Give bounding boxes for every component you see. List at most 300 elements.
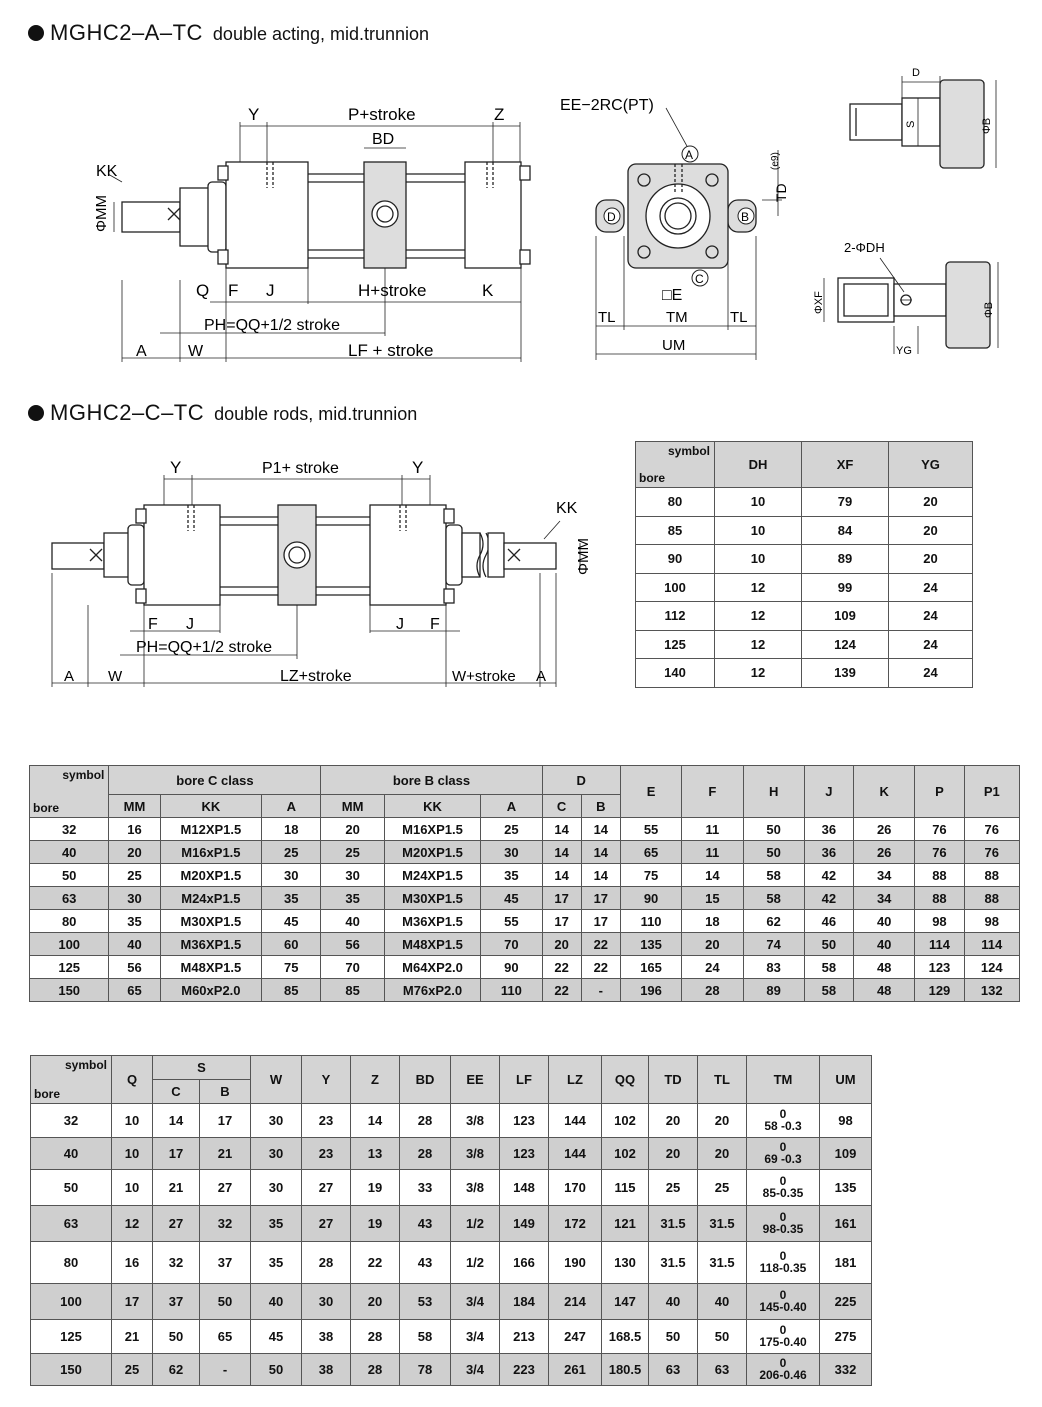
table-cell: 24 [889, 602, 973, 631]
table-cell: 17 [153, 1138, 200, 1170]
table-row [636, 545, 973, 574]
table-row [30, 979, 1020, 1002]
table-cell: 98 [915, 910, 964, 933]
table-cell: 12 [715, 659, 802, 688]
dim-w-label: W [188, 343, 204, 360]
group-header-c-class: bore C class [109, 766, 321, 795]
table-cell: 79 [802, 488, 889, 517]
table-cell: 45 [481, 887, 542, 910]
table-cell: 43 [400, 1206, 451, 1242]
table-cell: 17 [581, 887, 620, 910]
table-cell: 17 [200, 1104, 251, 1138]
table-cell: 36 [804, 818, 853, 841]
dim-td-label: TD [773, 183, 789, 202]
table-cell: 17 [542, 887, 581, 910]
model-desc-c: double rods, mid.trunnion [214, 404, 418, 424]
col-header-q: Q [112, 1056, 153, 1104]
table-cell: 196 [620, 979, 681, 1002]
col-header-p1: P1 [964, 766, 1019, 818]
table-cell: 109 [802, 602, 889, 631]
col-header-e: E [620, 766, 681, 818]
table-cell: 102 [602, 1138, 649, 1170]
tolerance-value [763, 1175, 804, 1199]
table-cell: 18 [262, 818, 321, 841]
cylinder-side-view [556, 90, 806, 365]
dim-p1-label: P1+ stroke [262, 460, 339, 477]
table-cell: 25 [698, 1170, 747, 1206]
table-cell: 48 [854, 956, 915, 979]
table-cell: 168.5 [602, 1320, 649, 1354]
table-cell: 130 [602, 1242, 649, 1284]
table-cell: 32 [30, 818, 109, 841]
dim-y-right-label: Y [412, 458, 424, 477]
table-cell: 35 [481, 864, 542, 887]
tolerance-value [764, 1141, 801, 1165]
table-cell: 24 [889, 573, 973, 602]
table-cell: 22 [542, 979, 581, 1002]
table-cell: 85 [321, 979, 384, 1002]
table-cell: 20 [542, 933, 581, 956]
table-cell: 63 [649, 1354, 698, 1386]
model-desc-a: double acting, mid.trunnion [212, 24, 430, 44]
tolerance-upper: 0 [779, 1249, 787, 1263]
table-corner [636, 442, 715, 488]
table-cell: 76 [915, 818, 964, 841]
table-cell: 10 [715, 545, 802, 574]
table-cell: 3/8 [451, 1104, 500, 1138]
table-row [30, 933, 1020, 956]
table-row [31, 1242, 872, 1284]
table-cell: 10 [112, 1104, 153, 1138]
table-cell: 21 [200, 1138, 251, 1170]
sub-header-b: B [200, 1080, 251, 1104]
table-cell: 166 [500, 1242, 549, 1284]
table-cell: 50 [251, 1354, 302, 1386]
sub-header-c: C [153, 1080, 200, 1104]
table-cell: 89 [802, 545, 889, 574]
tolerance-cell [747, 1284, 820, 1320]
table-cell: 60 [262, 933, 321, 956]
table-cell: M48XP1.5 [384, 933, 480, 956]
table-cell: 78 [400, 1354, 451, 1386]
table-cell: M60xP2.0 [160, 979, 262, 1002]
table-cell: 28 [351, 1354, 400, 1386]
bullet-icon [28, 405, 44, 421]
trunnion-dimension-table [635, 441, 973, 688]
table-cell: 50 [743, 841, 804, 864]
tolerance-lower: 175-0.40 [759, 1335, 807, 1349]
dim-a-label: A [136, 343, 147, 360]
table-cell: 261 [549, 1354, 602, 1386]
sub-header-mm: MM [321, 795, 384, 818]
tolerance-upper: 0 [779, 1210, 787, 1224]
table-cell: 125 [636, 630, 715, 659]
table-body [30, 818, 1020, 1002]
table-cell: 27 [153, 1206, 200, 1242]
table-cell: 275 [820, 1320, 872, 1354]
col-header-xf: XF [802, 442, 889, 488]
col-header-j: J [804, 766, 853, 818]
table-cell: 170 [549, 1170, 602, 1206]
table-cell: 98 [820, 1104, 872, 1138]
table-row [30, 956, 1020, 979]
port-d-label: D [607, 210, 616, 224]
table-cell: 40 [251, 1284, 302, 1320]
dim-lz-label: LZ+stroke [280, 668, 352, 685]
table-cell: 332 [820, 1354, 872, 1386]
tolerance-upper: 0 [779, 1140, 787, 1154]
table-cell: 65 [109, 979, 160, 1002]
table-cell: 65 [620, 841, 681, 864]
table-cell: M76xP2.0 [384, 979, 480, 1002]
table-row [31, 1320, 872, 1354]
dim-bd-label: BD [372, 131, 395, 148]
section-c-heading [28, 400, 417, 426]
table-cell: 90 [481, 956, 542, 979]
table-cell: M64XP2.0 [384, 956, 480, 979]
table-row [636, 602, 973, 631]
table-cell: 165 [620, 956, 681, 979]
table-cell: 19 [351, 1170, 400, 1206]
table-cell: 14 [542, 841, 581, 864]
table-cell: 35 [109, 910, 160, 933]
bullet-icon [28, 25, 44, 41]
table-cell: 124 [802, 630, 889, 659]
table-cell: 148 [500, 1170, 549, 1206]
table-cell: 124 [964, 956, 1019, 979]
table-cell: 20 [889, 488, 973, 517]
section-a-heading [28, 20, 429, 46]
table-cell: 13 [351, 1138, 400, 1170]
table-cell: 14 [581, 818, 620, 841]
table-cell: 40 [698, 1284, 747, 1320]
col-header-qq: QQ [602, 1056, 649, 1104]
cylinder-drawing-a [80, 90, 560, 370]
table-row [30, 864, 1020, 887]
dim-s-label: S [905, 120, 917, 128]
table-cell: 50 [30, 864, 109, 887]
table-cell: M24XP1.5 [384, 864, 480, 887]
table-cell: 140 [636, 659, 715, 688]
table-cell: 53 [400, 1284, 451, 1320]
dim-mm-label: ΦMM [93, 195, 110, 232]
table-cell: M30XP1.5 [384, 887, 480, 910]
table-cell: 150 [30, 979, 109, 1002]
table-cell: 99 [802, 573, 889, 602]
table-cell: 213 [500, 1320, 549, 1354]
table-row [30, 818, 1020, 841]
table-cell: 42 [804, 864, 853, 887]
table-cell: 58 [743, 887, 804, 910]
table-cell: 1/2 [451, 1206, 500, 1242]
col-header-bd: BD [400, 1056, 451, 1104]
col-header-td: TD [649, 1056, 698, 1104]
table-cell: 35 [251, 1206, 302, 1242]
table-cell: 88 [964, 864, 1019, 887]
tolerance-cell [747, 1138, 820, 1170]
col-header-tm: TM [747, 1056, 820, 1104]
tolerance-cell [747, 1170, 820, 1206]
dim-j-label: J [266, 281, 275, 300]
table-cell: 3/4 [451, 1284, 500, 1320]
dim-tl-right: TL [730, 309, 748, 326]
col-header-f: F [682, 766, 743, 818]
table-cell: 114 [915, 933, 964, 956]
table-cell: 172 [549, 1206, 602, 1242]
table-cell: 40 [854, 910, 915, 933]
table-cell: 56 [109, 956, 160, 979]
table-cell: 25 [649, 1170, 698, 1206]
table-cell: 12 [715, 602, 802, 631]
table-cell: 22 [351, 1242, 400, 1284]
dim-td-sub: (e9) [770, 152, 781, 170]
tolerance-cell [747, 1320, 820, 1354]
table-cell: 100 [636, 573, 715, 602]
group-header-b-class: bore B class [321, 766, 542, 795]
dim-a-left-label: A [64, 668, 75, 685]
table-cell: 24 [889, 630, 973, 659]
sub-header-a: A [481, 795, 542, 818]
table-cell: 46 [804, 910, 853, 933]
table-cell: M48XP1.5 [160, 956, 262, 979]
dim-q-label: Q [196, 281, 210, 300]
table-cell: 30 [251, 1170, 302, 1206]
model-name-c: MGHC2–C–TC [50, 400, 205, 425]
tolerance-lower: 206-0.46 [759, 1368, 807, 1382]
table-cell: 85 [636, 516, 715, 545]
tolerance-value [760, 1250, 807, 1274]
table-cell: 45 [251, 1320, 302, 1354]
table-cell: 20 [889, 545, 973, 574]
tolerance-value [759, 1357, 806, 1381]
tolerance-value [759, 1324, 806, 1348]
table-cell: 17 [542, 910, 581, 933]
table-cell: 3/4 [451, 1320, 500, 1354]
tolerance-upper: 0 [779, 1174, 787, 1188]
table-cell: 139 [802, 659, 889, 688]
corner-bore: bore [33, 801, 60, 815]
group-header-d: D [542, 766, 620, 795]
table-cell: 25 [109, 864, 160, 887]
table-cell: 1/2 [451, 1242, 500, 1284]
dim-mm-c-label: ΦMM [575, 538, 592, 575]
dim-e-label: □E [662, 287, 683, 304]
table-cell: 32 [153, 1242, 200, 1284]
table-cell: 19 [351, 1206, 400, 1242]
sub-header-b: B [581, 795, 620, 818]
dim-lf-label: LF + stroke [348, 341, 434, 360]
table-cell: 247 [549, 1320, 602, 1354]
dim-k-label: K [482, 281, 494, 300]
col-header-p: P [915, 766, 964, 818]
table-cell: 10 [112, 1170, 153, 1206]
table-cell: 147 [602, 1284, 649, 1320]
table-cell: 123 [500, 1138, 549, 1170]
table-cell: 62 [743, 910, 804, 933]
sub-header-c: C [542, 795, 581, 818]
table-cell: M20XP1.5 [384, 841, 480, 864]
table-cell: M16XP1.5 [384, 818, 480, 841]
table-cell: 10 [715, 516, 802, 545]
dim-yg-label: YG [896, 345, 912, 357]
sub-header-kk: KK [384, 795, 480, 818]
table-cell: 121 [602, 1206, 649, 1242]
table-row [30, 910, 1020, 933]
port-a-label: A [685, 148, 694, 162]
table-cell: 28 [400, 1104, 451, 1138]
sub-header-a: A [262, 795, 321, 818]
dim-p-label: P+stroke [348, 105, 416, 124]
tolerance-value [759, 1289, 806, 1313]
table-cell: 20 [649, 1104, 698, 1138]
model-name-a: MGHC2–A–TC [50, 20, 203, 45]
table-cell: 50 [743, 818, 804, 841]
sub-header-mm: MM [109, 795, 160, 818]
table-cell: 223 [500, 1354, 549, 1386]
table-cell: 184 [500, 1284, 549, 1320]
sub-header-kk: KK [160, 795, 262, 818]
table-cell: 10 [112, 1138, 153, 1170]
table-cell: 45 [262, 910, 321, 933]
dim-w-c-label: W [108, 668, 123, 685]
table-cell: 20 [889, 516, 973, 545]
table-cell: 144 [549, 1104, 602, 1138]
table-cell: 40 [649, 1284, 698, 1320]
table-cell: 25 [321, 841, 384, 864]
tolerance-cell [747, 1206, 820, 1242]
table-cell: 27 [302, 1206, 351, 1242]
tolerance-value [764, 1108, 801, 1132]
table-cell: 65 [200, 1320, 251, 1354]
tolerance-lower: 58 -0.3 [764, 1119, 802, 1133]
dim-kk-c-label: KK [556, 500, 578, 517]
table-cell: 58 [400, 1320, 451, 1354]
table-cell: 25 [262, 841, 321, 864]
table-cell: 135 [620, 933, 681, 956]
table-cell: 144 [549, 1138, 602, 1170]
table-cell: 89 [743, 979, 804, 1002]
corner-bore: bore [639, 471, 666, 485]
table-cell: 14 [153, 1104, 200, 1138]
table-cell: 18 [682, 910, 743, 933]
table-row [636, 659, 973, 688]
dim-tm-label: TM [666, 309, 688, 326]
dim-dh-label: 2-ΦDH [844, 240, 885, 255]
table-cell: 63 [31, 1206, 112, 1242]
table-cell: 28 [302, 1242, 351, 1284]
table-row [31, 1206, 872, 1242]
dim-f-label: F [228, 281, 239, 300]
table-cell: 32 [31, 1104, 112, 1138]
table-cell: M12XP1.5 [160, 818, 262, 841]
tolerance-lower: 145-0.40 [759, 1300, 807, 1314]
table-cell: 3/8 [451, 1170, 500, 1206]
table-cell: 123 [915, 956, 964, 979]
table-cell: M36XP1.5 [160, 933, 262, 956]
table-cell: 112 [636, 602, 715, 631]
table-cell: 14 [542, 864, 581, 887]
tolerance-upper: 0 [779, 1288, 787, 1302]
table-cell: 58 [804, 979, 853, 1002]
table-cell: 37 [153, 1284, 200, 1320]
table-cell: 50 [698, 1320, 747, 1354]
tolerance-upper: 0 [779, 1356, 787, 1370]
table-cell: 12 [112, 1206, 153, 1242]
dim-xf-label: ΦXF [813, 291, 825, 314]
table-row [31, 1284, 872, 1320]
dim-d-label: D [912, 67, 920, 79]
table-cell: 76 [964, 818, 1019, 841]
dim-h-label: H+stroke [358, 281, 427, 300]
table-cell: M30XP1.5 [160, 910, 262, 933]
tolerance-cell [747, 1354, 820, 1386]
table-cell: M16xP1.5 [160, 841, 262, 864]
table-cell: 161 [820, 1206, 872, 1242]
table-cell: 110 [481, 979, 542, 1002]
table-cell: 21 [112, 1320, 153, 1354]
table-cell: 28 [351, 1320, 400, 1354]
table-cell: 50 [153, 1320, 200, 1354]
table-row [636, 630, 973, 659]
table-cell: 114 [964, 933, 1019, 956]
table-cell: 85 [262, 979, 321, 1002]
table-cell: 55 [481, 910, 542, 933]
table-cell: - [200, 1354, 251, 1386]
dim-f-left-label: F [148, 616, 158, 633]
table-cell: 24 [682, 956, 743, 979]
table-cell: 10 [715, 488, 802, 517]
tolerance-lower: 85-0.35 [762, 1186, 804, 1200]
table-cell: 180.5 [602, 1354, 649, 1386]
table-cell: 100 [30, 933, 109, 956]
table-cell: 50 [31, 1170, 112, 1206]
dim-b2-label: ΦB [983, 301, 995, 318]
col-header-h: H [743, 766, 804, 818]
dim-w-stroke-label: W+stroke [452, 668, 516, 685]
table-row [636, 516, 973, 545]
col-header-dh: DH [715, 442, 802, 488]
table-row [636, 573, 973, 602]
table-cell: 28 [400, 1138, 451, 1170]
table-cell: 30 [251, 1104, 302, 1138]
table-cell: 28 [682, 979, 743, 1002]
dim-um-label: UM [662, 337, 686, 354]
dim-a-right-label: A [536, 668, 547, 685]
table-cell: 22 [581, 956, 620, 979]
table-cell: 14 [542, 818, 581, 841]
table-cell: 24 [889, 659, 973, 688]
table-cell: 74 [743, 933, 804, 956]
table-cell: 88 [964, 887, 1019, 910]
tolerance-cell [747, 1242, 820, 1284]
table-cell: 11 [682, 841, 743, 864]
corner-symbol: symbol [62, 768, 105, 782]
table-cell: 20 [109, 841, 160, 864]
rod-end-details [808, 62, 1008, 362]
dim-y-left-label: Y [170, 458, 182, 477]
table-cell: 115 [602, 1170, 649, 1206]
port-b-label: B [741, 210, 750, 224]
table-cell: 20 [698, 1104, 747, 1138]
table-cell: 3/8 [451, 1138, 500, 1170]
col-header-lz: LZ [549, 1056, 602, 1104]
cylinder-drawing-c [20, 455, 600, 695]
table-cell: 58 [743, 864, 804, 887]
table-cell: 30 [321, 864, 384, 887]
table-cell: 27 [200, 1170, 251, 1206]
table-cell: 40 [854, 933, 915, 956]
tolerance-cell [747, 1104, 820, 1138]
